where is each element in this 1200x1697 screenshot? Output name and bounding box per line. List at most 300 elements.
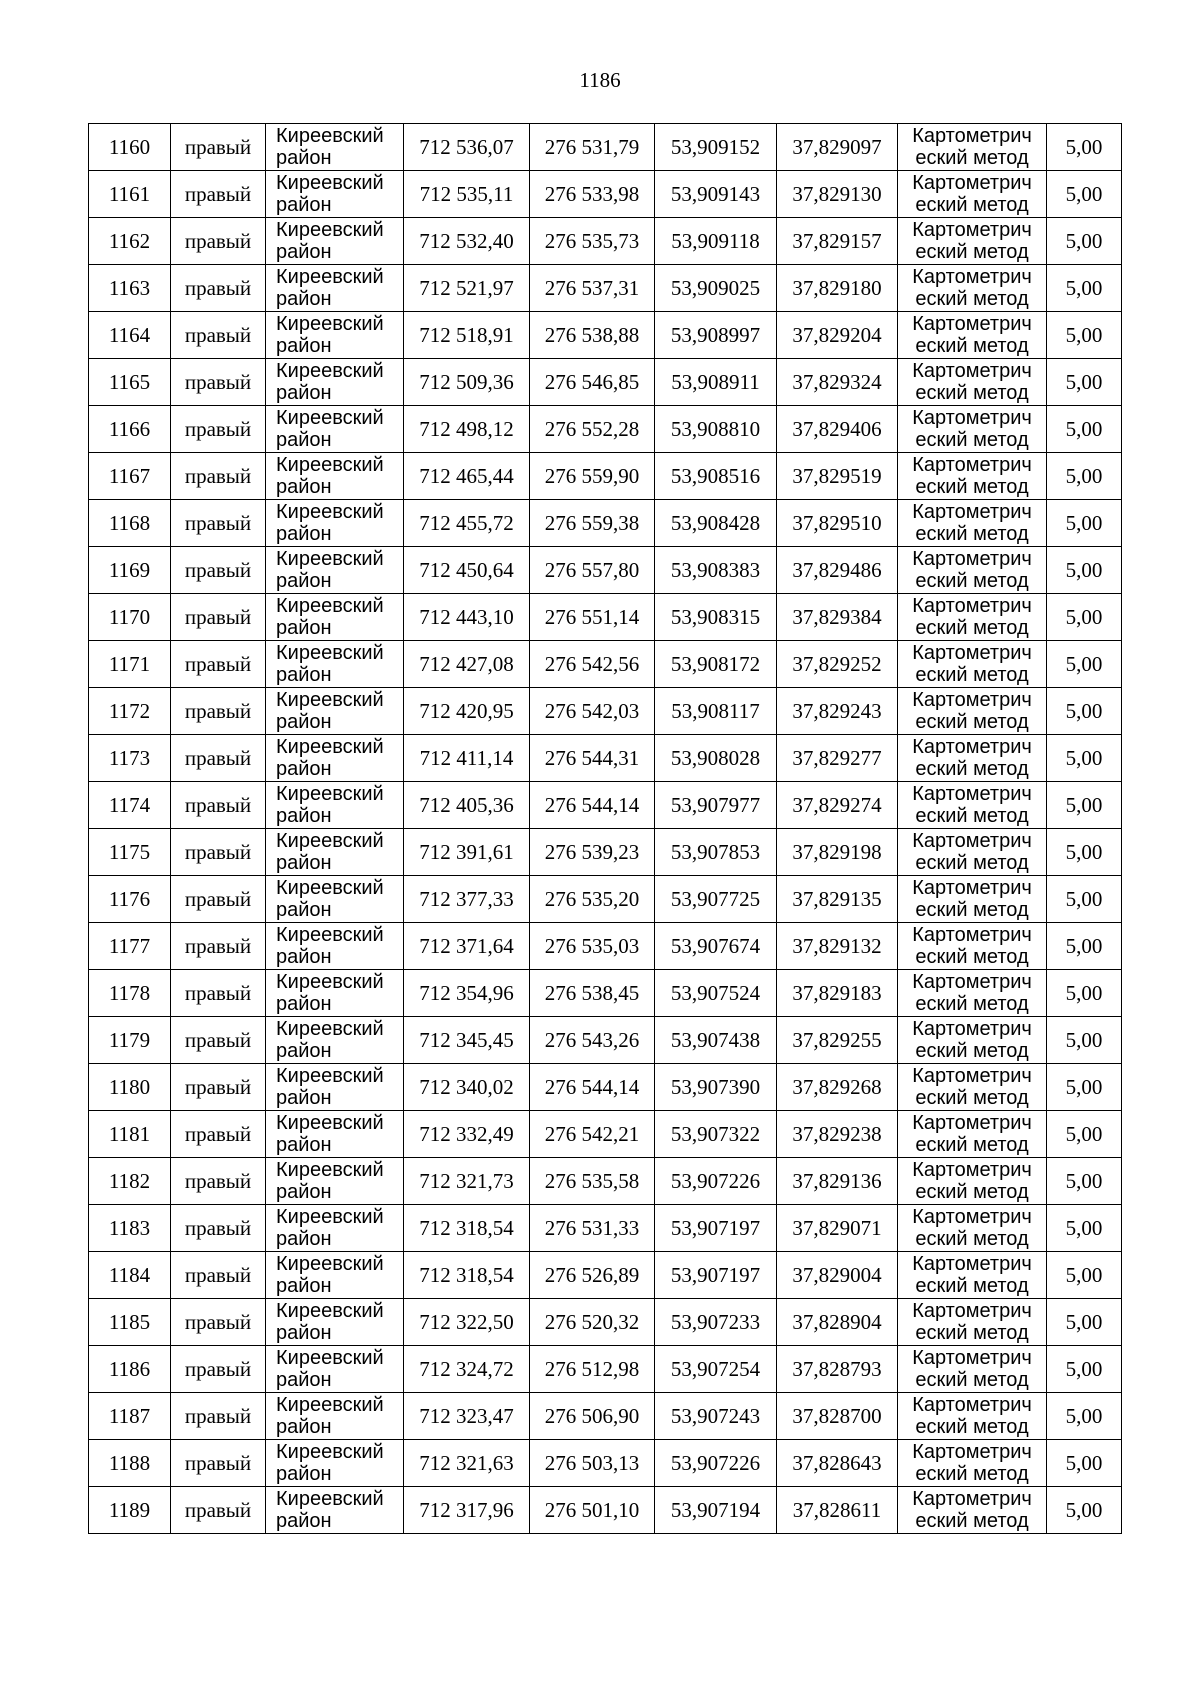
point-number-cell: 1167 [89,453,171,500]
method-cell-line-2: еский метод [915,899,1029,921]
coordinates-table [88,123,1122,1534]
district-cell-line-1: Киреевский [276,1159,384,1181]
method-cell-line-1: Картометрич [912,1300,1032,1322]
accuracy-cell: 5,00 [1047,1205,1122,1252]
x-coordinate-cell: 712 509,36 [404,359,530,406]
longitude-cell: 37,828643 [777,1440,898,1487]
method-cell-line-2: еский метод [915,617,1029,639]
method-cell-line-1: Картометрич [912,501,1032,523]
table-row [89,547,1122,594]
method-cell-line-1: Картометрич [912,1159,1032,1181]
bank-side-cell: правый [171,171,266,218]
point-number-cell: 1187 [89,1393,171,1440]
district-cell [266,171,404,218]
point-number-cell: 1172 [89,688,171,735]
method-cell [898,1252,1047,1299]
longitude-cell: 37,829238 [777,1111,898,1158]
method-cell-line-2: еский метод [915,1275,1029,1297]
district-cell [266,124,404,171]
point-number-cell: 1188 [89,1440,171,1487]
table-row [89,1346,1122,1393]
method-cell-line-2: еский метод [915,241,1029,263]
longitude-cell: 37,829204 [777,312,898,359]
longitude-cell: 37,829486 [777,547,898,594]
y-coordinate-cell: 276 544,14 [530,1064,655,1111]
district-cell [266,594,404,641]
bank-side-cell: правый [171,1299,266,1346]
district-cell-line-2: район [276,852,332,874]
latitude-cell: 53,907853 [655,829,777,876]
method-cell-line-1: Картометрич [912,689,1032,711]
latitude-cell: 53,907197 [655,1252,777,1299]
table-body [89,124,1122,1534]
method-cell [898,171,1047,218]
district-cell-line-2: район [276,241,332,263]
table-row [89,218,1122,265]
method-cell-line-1: Картометрич [912,1018,1032,1040]
table-row [89,594,1122,641]
x-coordinate-cell: 712 521,97 [404,265,530,312]
table-row [89,923,1122,970]
bank-side-cell: правый [171,1158,266,1205]
district-cell-line-2: район [276,1463,332,1485]
y-coordinate-cell: 276 501,10 [530,1487,655,1534]
method-cell-line-1: Картометрич [912,219,1032,241]
method-cell [898,970,1047,1017]
method-cell-line-1: Картометрич [912,125,1032,147]
district-cell [266,265,404,312]
x-coordinate-cell: 712 420,95 [404,688,530,735]
y-coordinate-cell: 276 538,45 [530,970,655,1017]
latitude-cell: 53,908997 [655,312,777,359]
table-row [89,829,1122,876]
longitude-cell: 37,828793 [777,1346,898,1393]
latitude-cell: 53,907233 [655,1299,777,1346]
district-cell [266,829,404,876]
accuracy-cell: 5,00 [1047,688,1122,735]
x-coordinate-cell: 712 518,91 [404,312,530,359]
table-row [89,688,1122,735]
point-number-cell: 1169 [89,547,171,594]
x-coordinate-cell: 712 391,61 [404,829,530,876]
accuracy-cell: 5,00 [1047,1111,1122,1158]
method-cell [898,1111,1047,1158]
district-cell [266,1440,404,1487]
method-cell [898,1158,1047,1205]
point-number-cell: 1173 [89,735,171,782]
method-cell [898,735,1047,782]
point-number-cell: 1177 [89,923,171,970]
district-cell-line-1: Киреевский [276,1441,384,1463]
method-cell [898,1017,1047,1064]
point-number-cell: 1174 [89,782,171,829]
district-cell-line-1: Киреевский [276,924,384,946]
accuracy-cell: 5,00 [1047,782,1122,829]
y-coordinate-cell: 276 535,20 [530,876,655,923]
x-coordinate-cell: 712 536,07 [404,124,530,171]
district-cell-line-2: район [276,429,332,451]
y-coordinate-cell: 276 512,98 [530,1346,655,1393]
district-cell [266,1064,404,1111]
longitude-cell: 37,829132 [777,923,898,970]
y-coordinate-cell: 276 539,23 [530,829,655,876]
method-cell [898,1299,1047,1346]
table-row [89,1299,1122,1346]
method-cell-line-2: еский метод [915,1181,1029,1203]
latitude-cell: 53,907977 [655,782,777,829]
x-coordinate-cell: 712 323,47 [404,1393,530,1440]
bank-side-cell: правый [171,970,266,1017]
point-number-cell: 1170 [89,594,171,641]
bank-side-cell: правый [171,829,266,876]
method-cell-line-1: Картометрич [912,172,1032,194]
point-number-cell: 1163 [89,265,171,312]
latitude-cell: 53,907194 [655,1487,777,1534]
bank-side-cell: правый [171,641,266,688]
method-cell-line-1: Картометрич [912,1441,1032,1463]
method-cell [898,688,1047,735]
district-cell-line-2: район [276,1369,332,1391]
accuracy-cell: 5,00 [1047,641,1122,688]
accuracy-cell: 5,00 [1047,500,1122,547]
district-cell [266,782,404,829]
y-coordinate-cell: 276 559,90 [530,453,655,500]
y-coordinate-cell: 276 503,13 [530,1440,655,1487]
district-cell-line-1: Киреевский [276,1065,384,1087]
longitude-cell: 37,829274 [777,782,898,829]
method-cell [898,218,1047,265]
y-coordinate-cell: 276 559,38 [530,500,655,547]
latitude-cell: 53,908172 [655,641,777,688]
method-cell-line-1: Картометрич [912,1253,1032,1275]
district-cell-line-1: Киреевский [276,501,384,523]
longitude-cell: 37,829255 [777,1017,898,1064]
point-number-cell: 1161 [89,171,171,218]
district-cell [266,406,404,453]
table-row [89,124,1122,171]
accuracy-cell: 5,00 [1047,124,1122,171]
method-cell-line-2: еский метод [915,382,1029,404]
method-cell-line-2: еский метод [915,993,1029,1015]
point-number-cell: 1183 [89,1205,171,1252]
x-coordinate-cell: 712 465,44 [404,453,530,500]
longitude-cell: 37,828904 [777,1299,898,1346]
y-coordinate-cell: 276 506,90 [530,1393,655,1440]
bank-side-cell: правый [171,453,266,500]
method-cell-line-2: еский метод [915,805,1029,827]
method-cell-line-1: Картометрич [912,595,1032,617]
district-cell-line-2: район [276,1275,332,1297]
latitude-cell: 53,909025 [655,265,777,312]
method-cell [898,124,1047,171]
district-cell-line-1: Киреевский [276,1300,384,1322]
district-cell-line-2: район [276,1228,332,1250]
longitude-cell: 37,829004 [777,1252,898,1299]
method-cell-line-1: Картометрич [912,642,1032,664]
x-coordinate-cell: 712 340,02 [404,1064,530,1111]
accuracy-cell: 5,00 [1047,312,1122,359]
district-cell [266,970,404,1017]
y-coordinate-cell: 276 544,31 [530,735,655,782]
district-cell [266,688,404,735]
accuracy-cell: 5,00 [1047,265,1122,312]
y-coordinate-cell: 276 542,03 [530,688,655,735]
accuracy-cell: 5,00 [1047,829,1122,876]
district-cell-line-2: район [276,1510,332,1532]
table-row [89,500,1122,547]
method-cell-line-2: еский метод [915,1322,1029,1344]
bank-side-cell: правый [171,1064,266,1111]
latitude-cell: 53,907197 [655,1205,777,1252]
table-row [89,265,1122,312]
district-cell-line-2: район [276,1040,332,1062]
point-number-cell: 1160 [89,124,171,171]
bank-side-cell: правый [171,218,266,265]
district-cell-line-2: район [276,194,332,216]
method-cell-line-2: еский метод [915,570,1029,592]
longitude-cell: 37,829268 [777,1064,898,1111]
latitude-cell: 53,908911 [655,359,777,406]
district-cell-line-2: район [276,758,332,780]
district-cell-line-2: район [276,523,332,545]
accuracy-cell: 5,00 [1047,735,1122,782]
latitude-cell: 53,907243 [655,1393,777,1440]
table-row [89,1393,1122,1440]
y-coordinate-cell: 276 542,21 [530,1111,655,1158]
longitude-cell: 37,829135 [777,876,898,923]
district-cell-line-1: Киреевский [276,1394,384,1416]
district-cell [266,1393,404,1440]
x-coordinate-cell: 712 318,54 [404,1252,530,1299]
latitude-cell: 53,908383 [655,547,777,594]
x-coordinate-cell: 712 317,96 [404,1487,530,1534]
longitude-cell: 37,829183 [777,970,898,1017]
method-cell [898,265,1047,312]
longitude-cell: 37,829406 [777,406,898,453]
method-cell-line-1: Картометрич [912,407,1032,429]
x-coordinate-cell: 712 371,64 [404,923,530,970]
point-number-cell: 1171 [89,641,171,688]
district-cell-line-1: Киреевский [276,1253,384,1275]
latitude-cell: 53,907390 [655,1064,777,1111]
latitude-cell: 53,909152 [655,124,777,171]
district-cell-line-2: район [276,1134,332,1156]
method-cell-line-2: еский метод [915,758,1029,780]
method-cell-line-1: Картометрич [912,1394,1032,1416]
method-cell-line-1: Картометрич [912,548,1032,570]
table-row [89,1111,1122,1158]
table-row [89,970,1122,1017]
district-cell [266,1487,404,1534]
bank-side-cell: правый [171,359,266,406]
page-number: 1186 [579,68,621,92]
accuracy-cell: 5,00 [1047,1252,1122,1299]
accuracy-cell: 5,00 [1047,923,1122,970]
district-cell-line-1: Киреевский [276,266,384,288]
y-coordinate-cell: 276 526,89 [530,1252,655,1299]
district-cell-line-1: Киреевский [276,454,384,476]
table-row [89,641,1122,688]
method-cell-line-1: Картометрич [912,1488,1032,1510]
x-coordinate-cell: 712 532,40 [404,218,530,265]
district-cell [266,923,404,970]
method-cell-line-2: еский метод [915,147,1029,169]
point-number-cell: 1165 [89,359,171,406]
y-coordinate-cell: 276 552,28 [530,406,655,453]
district-cell-line-1: Киреевский [276,877,384,899]
method-cell [898,1440,1047,1487]
district-cell-line-1: Киреевский [276,595,384,617]
method-cell-line-1: Картометрич [912,313,1032,335]
method-cell-line-1: Картометрич [912,783,1032,805]
longitude-cell: 37,829130 [777,171,898,218]
district-cell [266,218,404,265]
latitude-cell: 53,908428 [655,500,777,547]
table-row [89,1205,1122,1252]
district-cell-line-1: Киреевский [276,783,384,805]
accuracy-cell: 5,00 [1047,171,1122,218]
point-number-cell: 1186 [89,1346,171,1393]
x-coordinate-cell: 712 443,10 [404,594,530,641]
point-number-cell: 1164 [89,312,171,359]
table-row [89,735,1122,782]
accuracy-cell: 5,00 [1047,453,1122,500]
bank-side-cell: правый [171,1346,266,1393]
x-coordinate-cell: 712 322,50 [404,1299,530,1346]
y-coordinate-cell: 276 557,80 [530,547,655,594]
district-cell-line-1: Киреевский [276,1112,384,1134]
longitude-cell: 37,828700 [777,1393,898,1440]
method-cell [898,829,1047,876]
latitude-cell: 53,907674 [655,923,777,970]
y-coordinate-cell: 276 533,98 [530,171,655,218]
district-cell [266,1299,404,1346]
bank-side-cell: правый [171,1205,266,1252]
x-coordinate-cell: 712 345,45 [404,1017,530,1064]
latitude-cell: 53,908315 [655,594,777,641]
district-cell-line-1: Киреевский [276,407,384,429]
x-coordinate-cell: 712 318,54 [404,1205,530,1252]
table-row [89,876,1122,923]
latitude-cell: 53,907322 [655,1111,777,1158]
table-row [89,1017,1122,1064]
x-coordinate-cell: 712 455,72 [404,500,530,547]
latitude-cell: 53,907725 [655,876,777,923]
bank-side-cell: правый [171,1111,266,1158]
district-cell [266,1252,404,1299]
method-cell [898,782,1047,829]
point-number-cell: 1181 [89,1111,171,1158]
district-cell-line-2: район [276,147,332,169]
district-cell [266,1158,404,1205]
x-coordinate-cell: 712 332,49 [404,1111,530,1158]
bank-side-cell: правый [171,312,266,359]
district-cell [266,547,404,594]
y-coordinate-cell: 276 520,32 [530,1299,655,1346]
latitude-cell: 53,907254 [655,1346,777,1393]
method-cell [898,500,1047,547]
bank-side-cell: правый [171,735,266,782]
method-cell-line-2: еский метод [915,711,1029,733]
table-row [89,359,1122,406]
x-coordinate-cell: 712 324,72 [404,1346,530,1393]
y-coordinate-cell: 276 538,88 [530,312,655,359]
bank-side-cell: правый [171,547,266,594]
accuracy-cell: 5,00 [1047,1299,1122,1346]
longitude-cell: 37,829243 [777,688,898,735]
longitude-cell: 37,829384 [777,594,898,641]
method-cell-line-1: Картометрич [912,454,1032,476]
bank-side-cell: правый [171,876,266,923]
method-cell [898,1064,1047,1111]
bank-side-cell: правый [171,1487,266,1534]
x-coordinate-cell: 712 354,96 [404,970,530,1017]
district-cell-line-1: Киреевский [276,360,384,382]
point-number-cell: 1166 [89,406,171,453]
method-cell-line-1: Картометрич [912,1347,1032,1369]
district-cell-line-1: Киреевский [276,125,384,147]
bank-side-cell: правый [171,688,266,735]
method-cell-line-2: еский метод [915,664,1029,686]
latitude-cell: 53,908810 [655,406,777,453]
district-cell [266,1017,404,1064]
district-cell-line-1: Киреевский [276,1488,384,1510]
latitude-cell: 53,908117 [655,688,777,735]
district-cell-line-1: Киреевский [276,548,384,570]
point-number-cell: 1176 [89,876,171,923]
accuracy-cell: 5,00 [1047,970,1122,1017]
latitude-cell: 53,909118 [655,218,777,265]
latitude-cell: 53,907524 [655,970,777,1017]
bank-side-cell: правый [171,782,266,829]
method-cell-line-2: еский метод [915,288,1029,310]
accuracy-cell: 5,00 [1047,406,1122,453]
method-cell-line-1: Картометрич [912,1065,1032,1087]
method-cell-line-1: Картометрич [912,877,1032,899]
district-cell [266,312,404,359]
y-coordinate-cell: 276 531,33 [530,1205,655,1252]
longitude-cell: 37,829277 [777,735,898,782]
district-cell-line-2: район [276,382,332,404]
table-row [89,406,1122,453]
district-cell-line-2: район [276,711,332,733]
bank-side-cell: правый [171,1017,266,1064]
district-cell-line-1: Киреевский [276,642,384,664]
method-cell-line-1: Картометрич [912,830,1032,852]
accuracy-cell: 5,00 [1047,1017,1122,1064]
method-cell-line-1: Картометрич [912,971,1032,993]
method-cell [898,547,1047,594]
method-cell-line-2: еский метод [915,194,1029,216]
method-cell-line-1: Картометрич [912,266,1032,288]
method-cell-line-2: еский метод [915,1463,1029,1485]
y-coordinate-cell: 276 535,58 [530,1158,655,1205]
longitude-cell: 37,828611 [777,1487,898,1534]
bank-side-cell: правый [171,923,266,970]
accuracy-cell: 5,00 [1047,1158,1122,1205]
bank-side-cell: правый [171,500,266,547]
method-cell-line-2: еский метод [915,1369,1029,1391]
district-cell-line-1: Киреевский [276,313,384,335]
district-cell-line-2: район [276,617,332,639]
method-cell-line-2: еский метод [915,946,1029,968]
method-cell-line-2: еский метод [915,429,1029,451]
y-coordinate-cell: 276 546,85 [530,359,655,406]
longitude-cell: 37,829510 [777,500,898,547]
method-cell-line-2: еский метод [915,523,1029,545]
bank-side-cell: правый [171,406,266,453]
longitude-cell: 37,829198 [777,829,898,876]
